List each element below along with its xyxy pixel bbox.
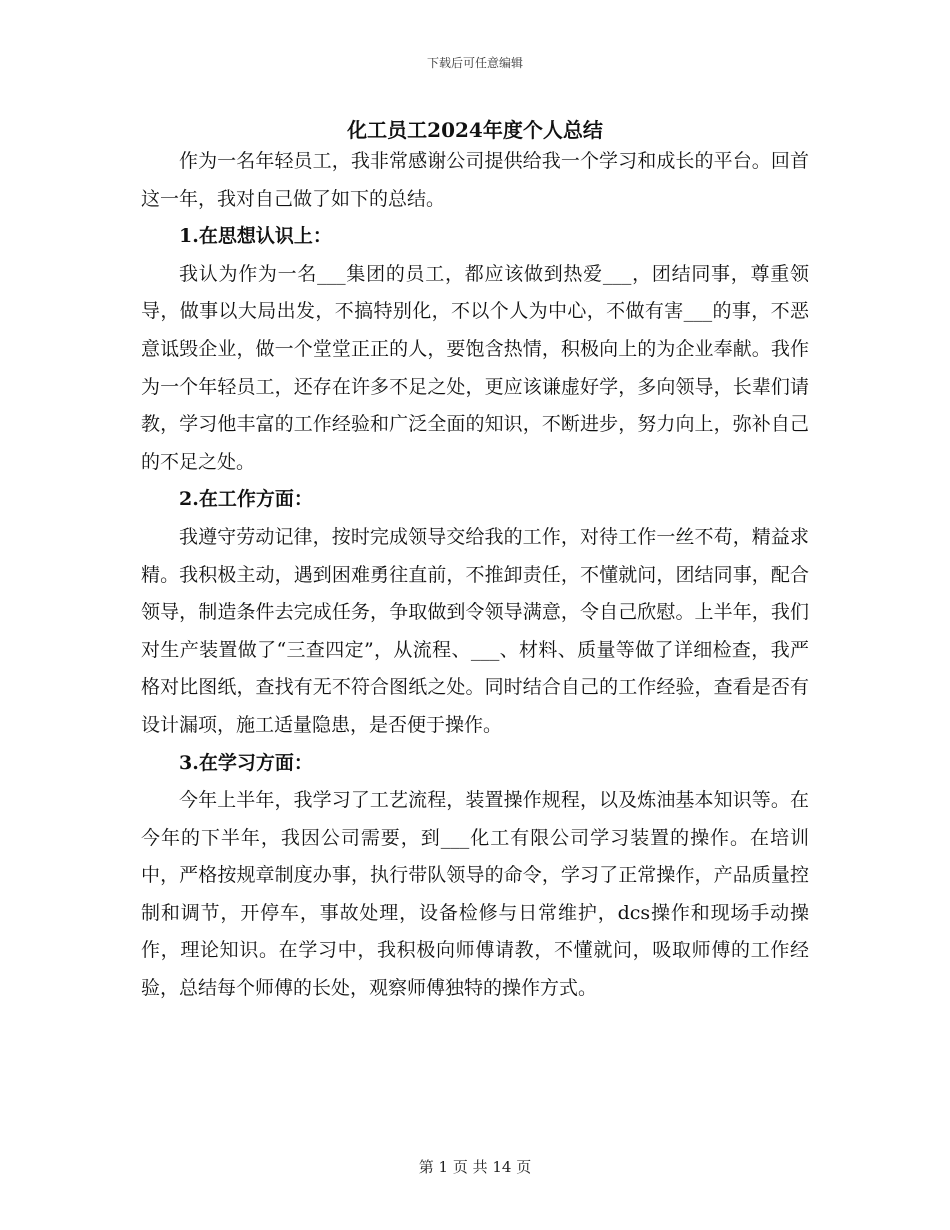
header-note: 下载后可任意编辑 — [426, 56, 523, 70]
section-body-thought: 我认为作为一名___集团的员工，都应该做到热爱___，团结同事，尊重领导，做事以大局出发，不搞特别化，不以个人为中心，不做有害___的事，不恶意诋毁企业，做一个堂堂正正的人，要饱含热情，积极向上的为企业奉献。我作为一个年轻员工，还存在许多不足之处，更应该谦虚好学，多向领导，长辈们请教，学习他丰富的工作经验和广泛全面的知识，不断进步，努力向上，弥补自己的不足之处。 — [141, 262, 809, 473]
document-body — [141, 143, 809, 1008]
document-title: 化工员工2024年度个人总结 — [347, 118, 603, 142]
intro-paragraph: 作为一名年轻员工，我非常感谢公司提供给我一个学习和成长的平台。回首这一年，我对自己做了如下的总结。 — [141, 150, 809, 210]
section-body-study: 今年上半年，我学习了工艺流程，装置操作规程，以及炼油基本知识等。在今年的下半年，我因公司需要，到___化工有限公司学习装置的操作。在培训中，严格按规章制度办事，执行带队领导的命令，学习了正常操作，产品质量控制和调节，开停车，事故处理，设备检修与日常维护，dcs操作和现场手动操作，理论知识。在学习中，我积极向师傅请教，不懂就问，吸取师傅的工作经验，总结每个师傅的长处，观察师傅独特的操作方式。 — [141, 789, 809, 1000]
page-number: 第 1 页 共 14 页 — [418, 1158, 532, 1176]
section-heading-work: 2.在工作方面： — [179, 488, 313, 511]
section-heading-thought: 1.在思想认识上： — [179, 225, 332, 248]
section-heading-study: 3.在学习方面： — [179, 751, 313, 774]
section-body-work: 我遵守劳动记律，按时完成领导交给我的工作，对待工作一丝不苟，精益求精。我积极主动，遇到困难勇往直前，不推卸责任，不懂就问，团结同事，配合领导，制造条件去完成任务，争取做到令领导满意，令自己欣慰。上半年，我们对生产装置做了“三查四定”，从流程、___、材料、质量等做了详细检查，我严格对比图纸，查找有无不符合图纸之处。同时结合自己的工作经验，查看是否有设计漏项，施工适量隐患，是否便于操作。 — [141, 525, 809, 736]
